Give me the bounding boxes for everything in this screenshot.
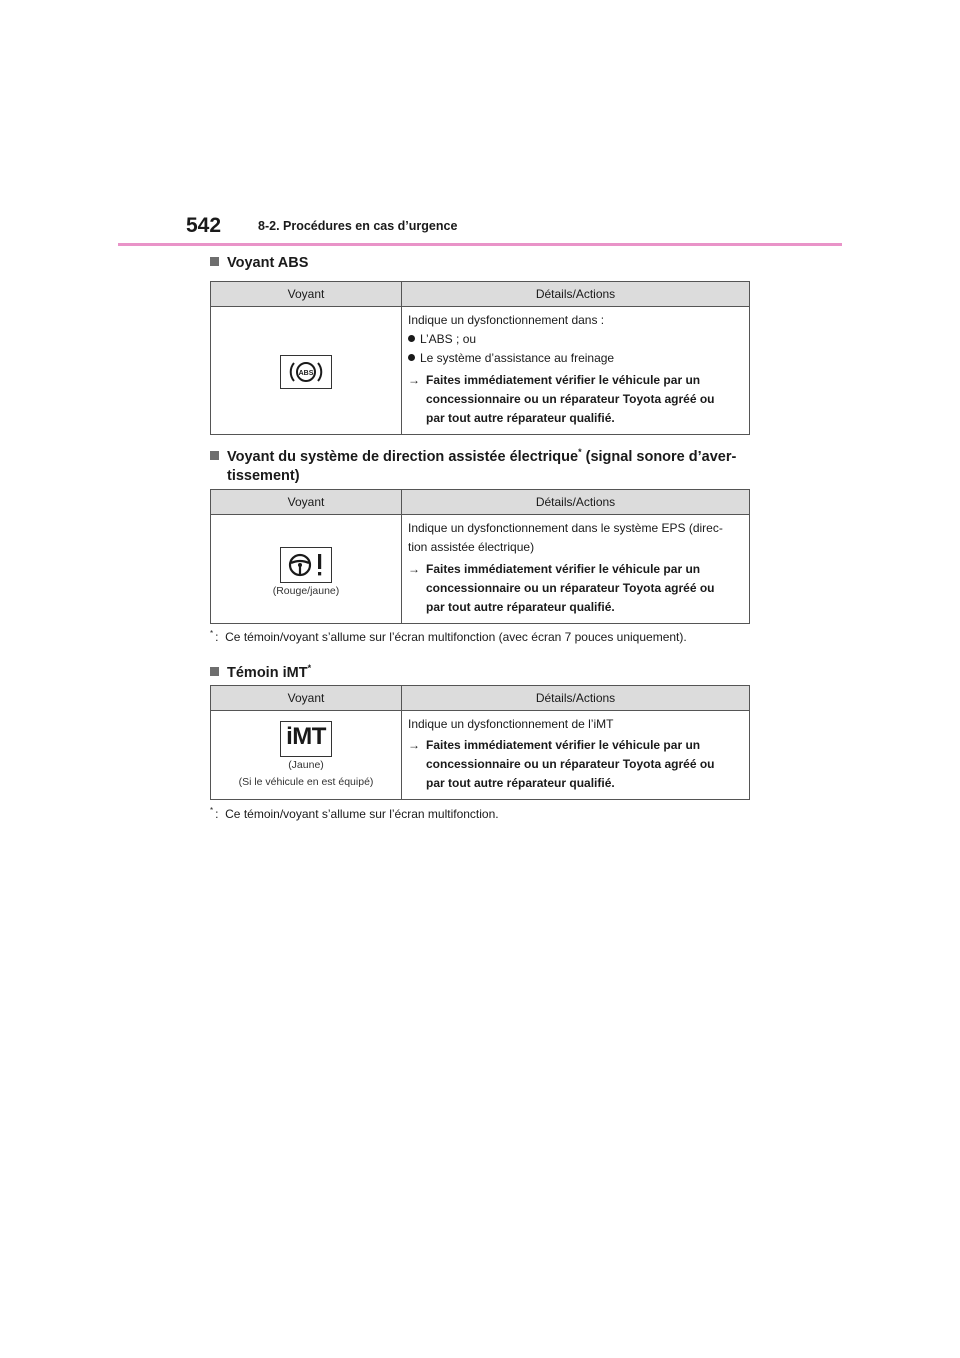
abs-voyant-cell — [211, 307, 402, 435]
abs-bullet-item — [408, 330, 743, 349]
footnote-colon: : — [215, 807, 226, 821]
eps-intro-line2: tion assistée électrique) — [408, 540, 535, 554]
footnote-asterisk: * — [210, 806, 214, 815]
imt-heading-text: Témoin iMT — [227, 665, 308, 681]
eps-col-voyant: Voyant — [211, 490, 402, 515]
imt-voyant-cell — [211, 711, 402, 800]
abs-table-header-row — [211, 282, 750, 307]
abs-action — [408, 371, 743, 428]
abs-heading-text: Voyant ABS — [227, 255, 309, 271]
eps-action-text — [426, 560, 715, 617]
imt-action-line: concessionnaire ou un réparateur Toyota agréé ou — [426, 757, 715, 771]
abs-warning-icon — [280, 355, 332, 389]
imt-icon-label: iMT — [286, 723, 326, 750]
eps-footnote-text: Ce témoin/voyant s’allume sur l’écran multifonction (avec écran 7 pouces uniquement). — [225, 630, 687, 644]
imt-heading — [210, 659, 311, 683]
eps-action — [408, 560, 743, 617]
imt-table-row — [211, 711, 750, 800]
eps-heading-line2: tissement) — [227, 468, 300, 484]
section-title: 8-2. Procédures en cas d’urgence — [258, 219, 458, 233]
imt-footnote — [210, 806, 499, 821]
imt-action-text — [426, 736, 715, 793]
eps-footnote — [210, 629, 687, 644]
eps-col-details: Détails/Actions — [402, 490, 750, 515]
steering-warning-icon — [280, 547, 332, 583]
eps-heading-asterisk: * — [578, 447, 582, 457]
abs-heading — [210, 254, 308, 273]
imt-details-cell — [402, 711, 750, 800]
imt-col-voyant: Voyant — [211, 686, 402, 711]
abs-action-text — [426, 371, 715, 428]
eps-heading-tail: (signal sonore d’aver- — [581, 449, 737, 465]
arrow-icon: → — [408, 373, 420, 387]
abs-col-voyant: Voyant — [211, 282, 402, 307]
imt-intro: Indique un dysfonctionnement de l’iMT — [408, 717, 614, 731]
eps-intro-line1: Indique un dysfonctionnement dans le système EPS (direc- — [408, 521, 723, 535]
eps-action-line: concessionnaire ou un réparateur Toyota agréé ou — [426, 581, 715, 595]
abs-bullet-text: Le système d’assistance au freinage — [420, 351, 615, 365]
arrow-icon: → — [408, 562, 420, 576]
eps-action-line: par tout autre réparateur qualifié. — [426, 600, 615, 614]
header-rule — [118, 243, 842, 246]
imt-col-details: Détails/Actions — [402, 686, 750, 711]
footnote-asterisk: * — [210, 629, 214, 638]
imt-indicator-icon — [280, 721, 332, 757]
abs-warning-svg — [281, 356, 331, 388]
page-number: 542 — [186, 214, 222, 237]
steering-warning-svg — [281, 548, 331, 582]
abs-action-line: concessionnaire ou un réparateur Toyota agréé ou — [426, 392, 715, 406]
imt-action — [408, 736, 743, 793]
abs-icon-label: ABS — [298, 369, 314, 377]
imt-table-header-row — [211, 686, 750, 711]
footnote-colon: : — [215, 630, 226, 644]
bullet-icon — [408, 335, 415, 342]
eps-table — [210, 489, 750, 624]
imt-caption2: (Si le véhicule en est équipé) — [238, 776, 374, 788]
heading-square-icon — [210, 451, 219, 460]
imt-heading-asterisk: * — [307, 663, 312, 673]
eps-heading — [210, 443, 736, 486]
eps-table-header-row — [211, 490, 750, 515]
abs-intro: Indique un dysfonctionnement dans : — [408, 313, 605, 327]
eps-caption: (Rouge/jaune) — [272, 584, 340, 597]
eps-action-line: Faites immédiatement vérifier le véhicule par un — [426, 562, 701, 576]
arrow-icon: → — [408, 738, 420, 752]
eps-voyant-cell — [211, 515, 402, 624]
imt-action-line: Faites immédiatement vérifier le véhicule par un — [426, 738, 701, 752]
abs-action-line: par tout autre réparateur qualifié. — [426, 411, 615, 425]
eps-table-row — [211, 515, 750, 624]
eps-heading-text: Voyant du système de direction assistée électrique — [227, 449, 579, 465]
heading-square-icon — [210, 257, 219, 266]
imt-action-line: par tout autre réparateur qualifié. — [426, 776, 615, 790]
abs-col-details: Détails/Actions — [402, 282, 750, 307]
abs-details-cell — [402, 307, 750, 435]
abs-action-line: Faites immédiatement vérifier le véhicule par un — [426, 373, 701, 387]
abs-table-row — [211, 307, 750, 435]
abs-bullet-text: L’ABS ; ou — [420, 332, 477, 346]
imt-footnote-text: Ce témoin/voyant s’allume sur l’écran multifonction. — [225, 807, 499, 821]
imt-caption1: (Jaune) — [288, 759, 324, 771]
abs-table — [210, 281, 750, 435]
abs-bullet-item — [408, 349, 743, 368]
imt-table — [210, 685, 750, 800]
eps-details-cell — [402, 515, 750, 624]
heading-square-icon — [210, 667, 219, 676]
bullet-icon — [408, 354, 415, 361]
